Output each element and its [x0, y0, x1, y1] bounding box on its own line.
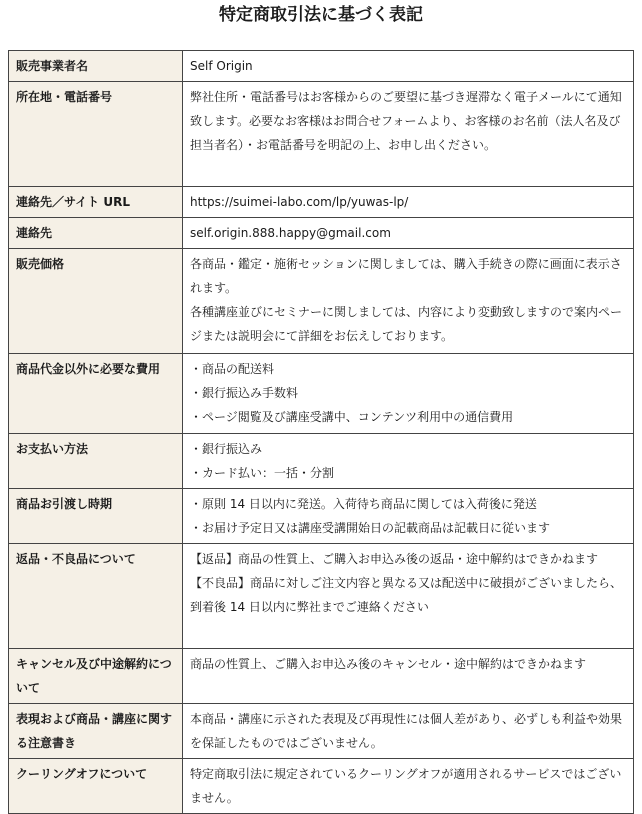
value-line: ・ページ閲覧及び講座受講中、コンテンツ利用中の通信費用	[190, 410, 514, 424]
value-line: 各商品・鑑定・施術セッションに関しましては、購入手続きの際に画面に表示されます。	[190, 257, 622, 295]
row-disclaimer	[9, 704, 634, 759]
row-delivery-timing	[9, 489, 634, 544]
row-label: 商品お引渡し時期	[9, 489, 183, 544]
value-line: ・商品の配送料	[190, 362, 275, 376]
row-label: 表現および商品・講座に関する注意書き	[9, 704, 183, 759]
value-line: Self Origin	[190, 59, 253, 73]
value-line: 【不良品】商品に対しご注文内容と異なる又は配送中に破損がございましたら、到着後 14 日以内に弊社までご連絡ください	[190, 576, 623, 614]
row-value	[183, 187, 634, 218]
row-label: 商品代金以外に必要な費用	[9, 354, 183, 434]
row-cancellation	[9, 649, 634, 704]
row-contact-email	[9, 218, 634, 249]
row-value	[183, 218, 634, 249]
row-label: 販売事業者名	[9, 51, 183, 82]
value-line: 特定商取引法に規定されているクーリングオフが適用されるサービスではございません。	[190, 767, 622, 805]
value-line: 【返品】商品の性質上、ご購入お申込み後の返品・途中解約はできかねます	[190, 552, 599, 566]
row-value	[183, 82, 634, 187]
row-site-url	[9, 187, 634, 218]
row-value	[183, 544, 634, 649]
row-cooling-off	[9, 759, 634, 814]
row-price	[9, 249, 634, 354]
row-extra-costs	[9, 354, 634, 434]
row-value	[183, 649, 634, 704]
value-line: ・カード払い：一括・分割	[190, 466, 335, 480]
row-address-phone	[9, 82, 634, 187]
value-line: ・お届け予定日又は講座受講開始日の記載商品は記載日に従います	[190, 521, 551, 535]
value-line: 弊社住所・電話番号はお客様からのご要望に基づき遅滞なく電子メールにて通知致します。必要なお客様はお問合せフォームより、お客様のお名前（法人名及び担当者名）・お電話番号を明記の上、お申し出ください。	[190, 90, 622, 152]
row-value	[183, 249, 634, 354]
row-value	[183, 354, 634, 434]
value-line: ・銀行振込み手数料	[190, 386, 299, 400]
row-label: 所在地・電話番号	[9, 82, 183, 187]
value-line: 各種講座並びにセミナーに関しましては、内容により変動致しますので案内ページまたは説明会にて詳細をお伝えしております。	[190, 305, 623, 343]
legal-notice-table	[8, 50, 634, 814]
title-spacer	[0, 32, 642, 50]
row-seller-name	[9, 51, 634, 82]
site-url-link[interactable]: https://suimei-labo.com/lp/yuwas-lp/	[190, 195, 409, 209]
row-label: お支払い方法	[9, 434, 183, 489]
page-title: 特定商取引法に基づく表記	[219, 5, 423, 25]
value-line: 本商品・講座に示された表現及び再現性には個人差があり、必ずしも利益や効果を保証したものではございません。	[190, 712, 623, 750]
row-value	[183, 759, 634, 814]
row-label: 販売価格	[9, 249, 183, 354]
row-value	[183, 704, 634, 759]
row-label: 連絡先／サイト URL	[9, 187, 183, 218]
value-line: ・原則 14 日以内に発送。入荷待ち商品に関しては入荷後に発送	[190, 497, 537, 511]
value-line: 商品の性質上、ご購入お申込み後のキャンセル・途中解約はできかねます	[190, 657, 587, 671]
row-label: 返品・不良品について	[9, 544, 183, 649]
row-label: キャンセル及び中途解約について	[9, 649, 183, 704]
row-label: クーリングオフについて	[9, 759, 183, 814]
row-label: 連絡先	[9, 218, 183, 249]
value-line: ・銀行振込み	[190, 442, 263, 456]
row-value	[183, 51, 634, 82]
row-value	[183, 434, 634, 489]
row-value	[183, 489, 634, 544]
row-returns-defects	[9, 544, 634, 649]
row-payment-methods	[9, 434, 634, 489]
contact-email-link[interactable]: self.origin.888.happy@gmail.com	[190, 226, 391, 240]
